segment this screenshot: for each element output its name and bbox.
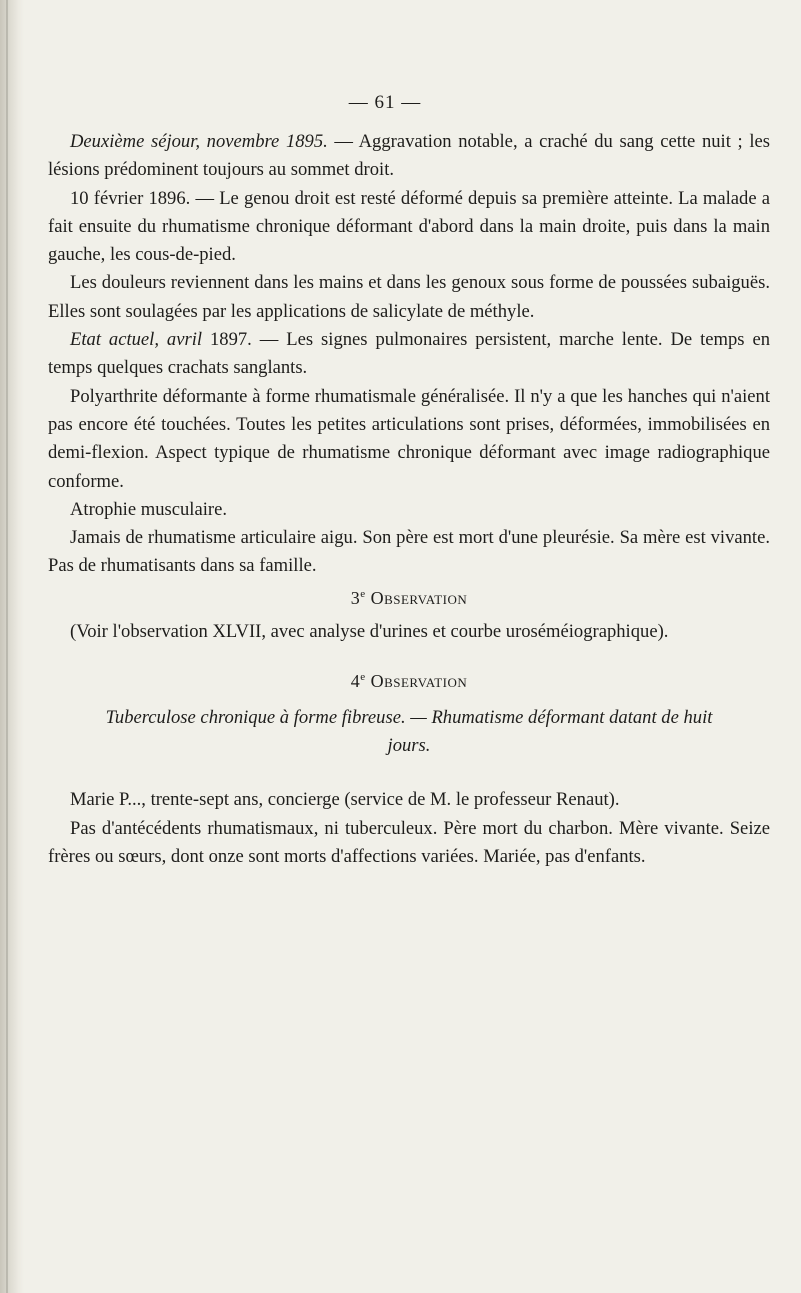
observation-3-heading (48, 584, 770, 612)
paragraph-second-stay (48, 128, 770, 185)
paragraph-lead-italic: Deuxième séjour, novembre 1895. (70, 131, 328, 152)
heading-number: 4 (350, 671, 361, 692)
body-text (48, 128, 770, 871)
observation-4-subtitle: Tuberculose chronique à forme fibreuse. — Rhumatisme déformant datant de huit jours. (105, 706, 713, 756)
paragraph-lead-italic: Etat actuel, avril (70, 329, 203, 351)
observation-3-text: (Voir l'observation XLVII, avec analyse d'urines et courbe uroséméiographique). (70, 621, 669, 643)
observation-4-antecedents: Pas d'antécédents rhumatismaux, ni tuberculeux. Père mort du charbon. Mère vivante. Seize frères ou sœurs, dont onze sont morts d'affections variées. Mariée, pas d'enfants. (48, 817, 770, 867)
page-number: — 61 — (348, 92, 422, 113)
paragraph-text: — Aggravation notable, a craché du sang cette nuit ; les lésions prédominent toujours au sommet droit. (48, 131, 770, 181)
heading-title: Observation (370, 587, 468, 608)
observation-4-patient: Marie P..., trente-sept ans, concierge (service de M. le professeur Renaut). (70, 789, 620, 811)
heading-superscript: e (360, 587, 366, 600)
paragraph-pain: Les douleurs reviennent dans les mains et dans les genoux sous forme de poussées subaiguës. Elles sont soulagées par les applications de salicylate de méthyle. (48, 272, 770, 322)
paragraph-current-state (48, 326, 770, 383)
binding-shadow (0, 0, 24, 1293)
paragraph-feb-1896: 10 février 1896. — Le genou droit est resté déformé depuis sa première atteinte. La malade a fait ensuite du rhumatisme chronique déformant d'abord dans la main droite, puis dans la main gauche, les cous-de-pied. (48, 187, 770, 266)
heading-title: Observation (370, 671, 468, 692)
binding-edge (6, 0, 8, 1293)
observation-4-heading (48, 667, 770, 695)
paragraph-atrophy: Atrophie musculaire. (70, 498, 227, 520)
paragraph-history: Jamais de rhumatisme articulaire aigu. Son père est mort d'une pleurésie. Sa mère est vivante. Pas de rhumatisants dans sa famille. (48, 527, 770, 577)
heading-number: 3 (350, 587, 361, 608)
paragraph-text: 1897. — Les signes pulmonaires persistent, marche lente. De temps en temps quelques crachats sanglants. (48, 329, 770, 379)
heading-superscript: e (360, 671, 366, 684)
paragraph-polyarthritis: Polyarthrite déformante à forme rhumatismale généralisée. Il n'y a que les hanches qui n'aient pas encore été touchées. Toutes les petites articulations sont prises, déformées, immobilisées en demi-flexion. Aspect typique de rhumatisme chronique déformant avec image radiographique conforme. (48, 385, 770, 492)
